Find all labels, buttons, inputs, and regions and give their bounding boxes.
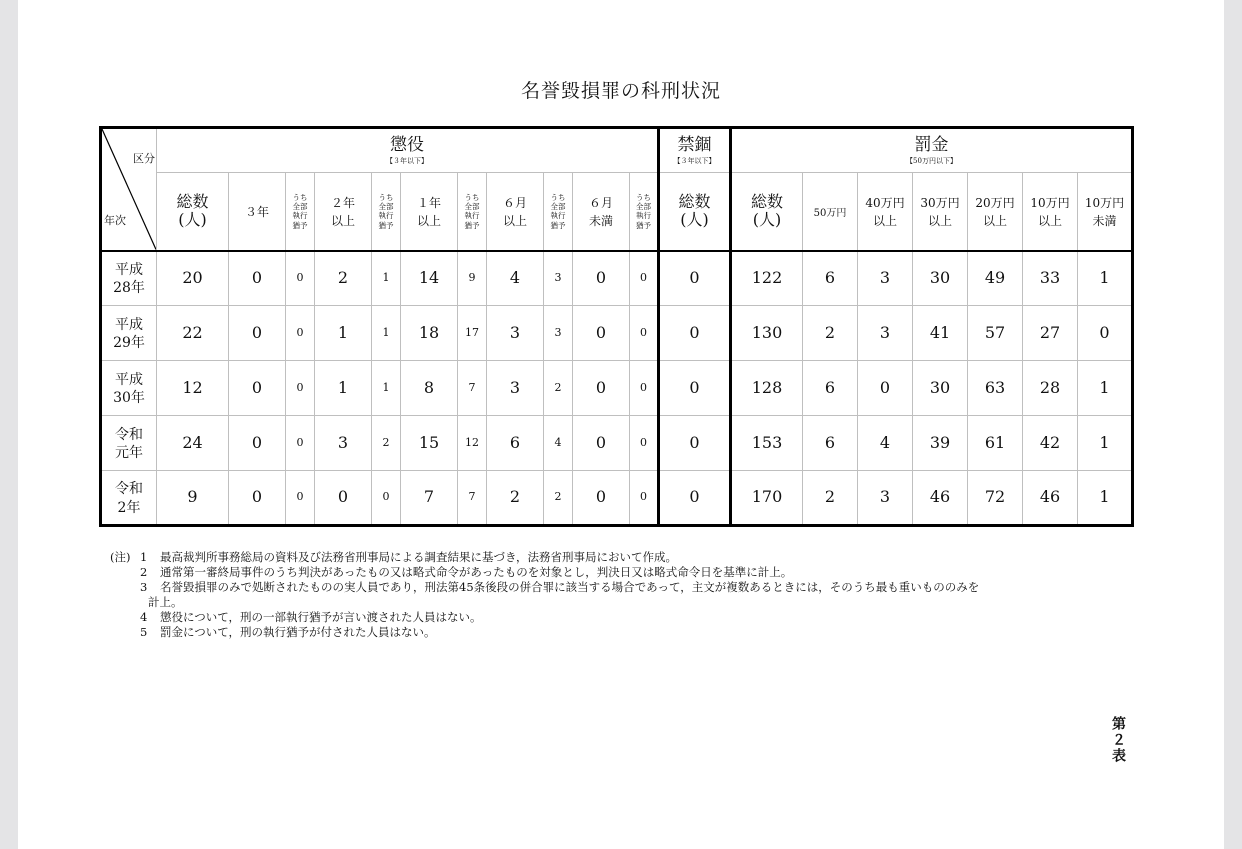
col-header-suspended: うち 全部 執行 猶予 [286,173,315,251]
table-cell: 0 [229,361,286,416]
table-cell: 0 [286,471,315,526]
table-corner-cell [101,128,157,251]
sentencing-table [99,126,1134,527]
note-text: 罰金について，刑の執行猶予が付された人員はない。 [160,625,436,639]
table-cell: 0 [659,251,731,306]
table-cell: 0 [630,251,659,306]
table-cell: 15 [401,416,458,471]
table-cell: 3 [544,251,573,306]
table-cell: 3 [544,306,573,361]
table-cell: 3 [487,361,544,416]
table-cell: 1 [315,361,372,416]
table-cell: 7 [458,471,487,526]
col-header-suspended: うち 全部 執行 猶予 [630,173,659,251]
note-indent [110,565,140,580]
col-header-kinko-total: 総数 (人) [659,173,731,251]
table-cell: 0 [286,416,315,471]
table-cell: 0 [630,471,659,526]
col-header-bakkin-10-under: 10万円 未満 [1078,173,1133,251]
notes-list [110,550,1120,640]
table-cell: 0 [315,471,372,526]
table-cell: 170 [731,471,803,526]
table-cell: 0 [573,306,630,361]
note-indent [110,580,140,595]
table-cell: 1 [315,306,372,361]
table-cell: 6 [487,416,544,471]
table-cell: 0 [229,251,286,306]
note-indent [110,625,140,640]
col-header-bakkin-30: 30万円 以上 [913,173,968,251]
table-cell: 128 [731,361,803,416]
group-label-kinko: 禁錮 [677,135,712,156]
table-cell: 33 [1023,251,1078,306]
table-cell: 7 [401,471,458,526]
table-cell: 17 [458,306,487,361]
note-text: 懲役について，刑の一部執行猶予が言い渡された人員はない。 [160,610,482,624]
note-number: 4 [140,610,148,624]
col-header-bakkin-40: 40万円 以上 [858,173,913,251]
table-cell: 2 [803,306,858,361]
table-cell: 3 [487,306,544,361]
col-header-choueki-6m: ６月 以上 [487,173,544,251]
note-number: 1 [140,550,148,564]
table-cell: 42 [1023,416,1078,471]
page-label: 第２表 [1110,716,1126,764]
table-cell: 0 [630,416,659,471]
table-cell: 0 [659,306,731,361]
diagonal-line [102,129,156,250]
table-cell: 0 [286,361,315,416]
table-cell: 0 [659,416,731,471]
table-cell: 39 [913,416,968,471]
table-row [101,416,1133,471]
table-cell: 153 [731,416,803,471]
table-cell: 0 [858,361,913,416]
table-cell: 72 [968,471,1023,526]
group-header-choueki [157,128,659,173]
note-number: 3 [140,580,148,594]
table-cell: 18 [401,306,458,361]
table-cell: 24 [157,416,229,471]
table-cell: 3 [858,471,913,526]
table-cell: 9 [157,471,229,526]
table-cell: 0 [286,306,315,361]
table-cell: 0 [659,471,731,526]
table-cell: 3 [315,416,372,471]
col-header-bakkin-20: 20万円 以上 [968,173,1023,251]
table-cell: 1 [1078,471,1133,526]
col-header-choueki-2y: ２年 以上 [315,173,372,251]
table-cell: 4 [544,416,573,471]
table-row [101,361,1133,416]
row-year-cell: 平成 30年 [101,361,157,416]
table-cell: 0 [286,251,315,306]
document-page [18,0,1224,849]
table-cell: 9 [458,251,487,306]
col-header-bakkin-50: 50万円 [803,173,858,251]
table-cell: 41 [913,306,968,361]
group-sub-bakkin: 【50万円以下】 [906,156,957,165]
group-header-bakkin [731,128,1133,173]
table-row [101,471,1133,526]
note-item [110,565,1120,580]
table-cell: 0 [229,471,286,526]
table-row [101,251,1133,306]
table-body [101,251,1133,526]
table-cell: 7 [458,361,487,416]
table-cell: 2 [315,251,372,306]
table-cell: 122 [731,251,803,306]
note-item [110,580,1120,595]
note-text: 通常第一審終局事件のうち判決があったもの又は略式命令があったものを対象とし，判決日又は略式命令日を基準に計上。 [160,565,793,579]
table-cell: 0 [573,361,630,416]
note-item [110,610,1120,625]
table-cell: 130 [731,306,803,361]
notes-section [110,550,1120,640]
table-cell: 2 [372,416,401,471]
note-item [110,625,1120,640]
table-cell: 4 [487,251,544,306]
col-header-suspended: うち 全部 執行 猶予 [458,173,487,251]
table-cell: 1 [372,361,401,416]
table-cell: 14 [401,251,458,306]
table-cell: 1 [1078,416,1133,471]
row-year-cell: 令和 元年 [101,416,157,471]
table-cell: 20 [157,251,229,306]
table-cell: 1 [1078,251,1133,306]
table-cell: 30 [913,361,968,416]
note-continuation: 計上。 [148,595,183,609]
col-header-choueki-3y: ３年 [229,173,286,251]
corner-label-year: 年次 [104,213,126,227]
table-cell: 61 [968,416,1023,471]
table-cell: 12 [458,416,487,471]
table-cell: 22 [157,306,229,361]
table-cell: 0 [229,306,286,361]
col-header-suspended: うち 全部 執行 猶予 [372,173,401,251]
corner-label-category: 区分 [133,152,155,165]
col-header-bakkin-10: 10万円 以上 [1023,173,1078,251]
group-sub-kinko: 【３年以下】 [673,156,716,165]
table-cell: 2 [544,471,573,526]
row-year-cell: 平成 28年 [101,251,157,306]
note-number: 2 [140,565,148,579]
group-sub-choueki: 【３年以下】 [386,156,428,165]
col-header-choueki-1y: １年 以上 [401,173,458,251]
table-cell: 1 [372,306,401,361]
table-title: 名誉毀損罪の科刑状況 [520,80,721,102]
table-row [101,306,1133,361]
table-cell: 6 [803,361,858,416]
table-cell: 6 [803,251,858,306]
table-cell: 2 [803,471,858,526]
note-number: 5 [140,625,148,639]
table-cell: 0 [659,361,731,416]
table-cell: 0 [630,306,659,361]
table-cell: 30 [913,251,968,306]
note-indent [110,610,140,625]
table-cell: 0 [573,251,630,306]
table-cell: 2 [487,471,544,526]
table-cell: 2 [544,361,573,416]
table-cell: 0 [630,361,659,416]
note-text: 最高裁判所事務総局の資料及び法務省刑事局による調査結果に基づき，法務省刑事局において作成。 [160,550,678,564]
table-cell: 49 [968,251,1023,306]
table-cell: 6 [803,416,858,471]
table-cell: 0 [573,471,630,526]
table-cell: 0 [1078,306,1133,361]
table-cell: 0 [229,416,286,471]
note-item [110,550,1120,565]
col-header-choueki-total: 総数 (人) [157,173,229,251]
table-cell: 1 [1078,361,1133,416]
group-label-bakkin: 罰金 [914,135,949,156]
table-cell: 8 [401,361,458,416]
note-prefix: (注) [110,550,131,564]
col-header-choueki-6m-under: ６月 未満 [573,173,630,251]
table-cell: 0 [573,416,630,471]
note-text: 名誉毀損罪のみで処断されたものの実人員であり，刑法第45条後段の併合罪に該当する場合であって，主文が複数あるときには，そのうち最も重いもののみを [160,580,980,594]
col-header-suspended: うち 全部 執行 猶予 [544,173,573,251]
table-cell: 63 [968,361,1023,416]
table-cell: 46 [1023,471,1078,526]
row-year-cell: 令和 2年 [101,471,157,526]
row-year-cell: 平成 29年 [101,306,157,361]
table-cell: 1 [372,251,401,306]
table-cell: 28 [1023,361,1078,416]
table-cell: 0 [372,471,401,526]
table-cell: 12 [157,361,229,416]
table-cell: 3 [858,306,913,361]
group-label-choueki: 懲役 [390,135,424,156]
group-header-kinko [659,128,731,173]
table-cell: 57 [968,306,1023,361]
table-cell: 4 [858,416,913,471]
col-header-bakkin-total: 総数 (人) [731,173,803,251]
table-cell: 27 [1023,306,1078,361]
table-cell: 46 [913,471,968,526]
table-cell: 3 [858,251,913,306]
